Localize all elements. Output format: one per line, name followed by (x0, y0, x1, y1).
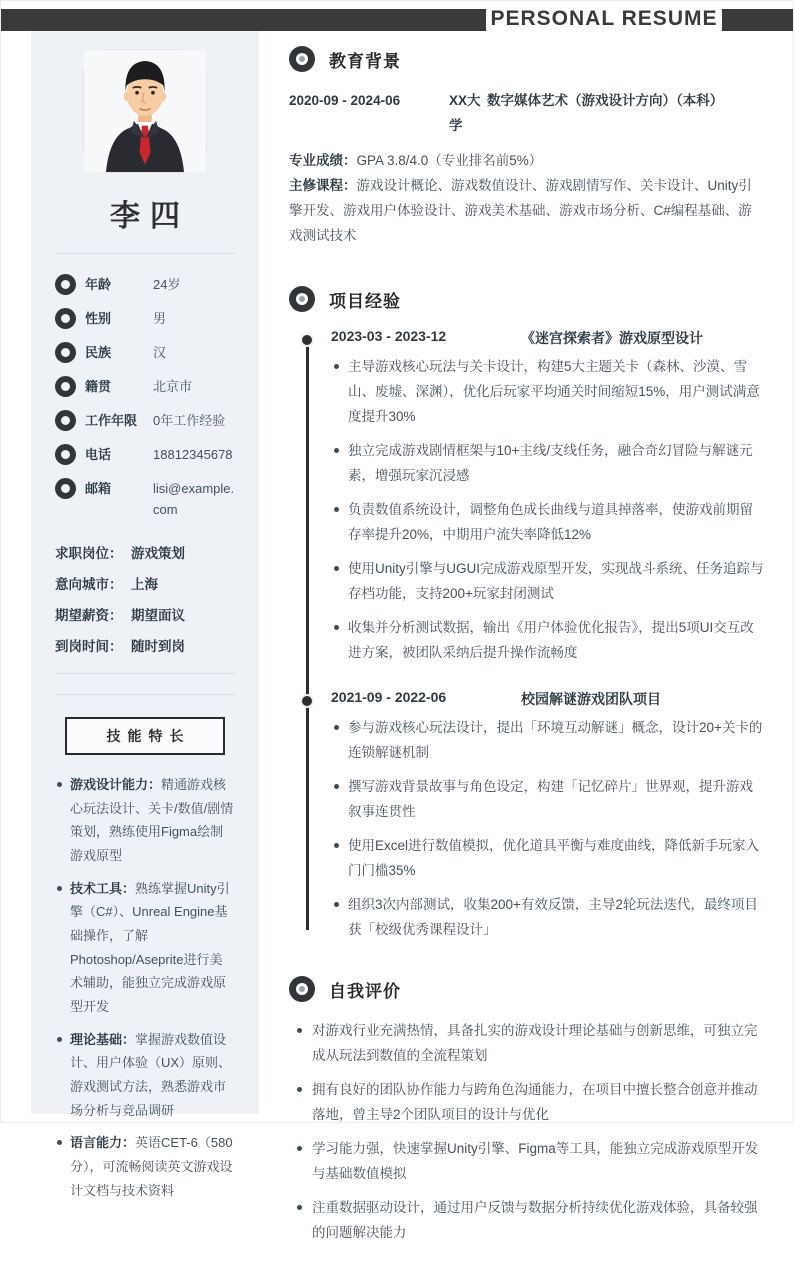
intent-value: 期望面议 (131, 608, 185, 623)
detail-text: 游戏设计概论、游戏数值设计、游戏剧情写作、关卡设计、Unity引擎开发、游戏用户体验设计、游戏美术基础、游戏市场分析、C#编程基础、游戏测试技术 (289, 178, 752, 243)
project-bullet: 使用Unity引擎与UGUI完成游戏原型开发，实现战斗系统、任务追踪与存档功能，支持200+玩家封闭测试 (331, 556, 765, 606)
info-row-age (55, 274, 235, 295)
sidebar (31, 31, 259, 1198)
education-period: 2020-09 - 2024-06 (289, 93, 401, 108)
project-name: 校园解谜游戏团队项目 (521, 691, 661, 707)
info-value: 北京市 (153, 379, 193, 394)
info-row-ethnicity (55, 342, 235, 363)
intent-value: 随时到岗 (131, 639, 185, 654)
project-bullet: 负责数值系统设计，调整角色成长曲线与道具掉落率，使游戏前期留存率提升20%，中期用户流失率降低12% (331, 497, 765, 547)
project-header (331, 328, 765, 348)
info-label: 电话 (85, 447, 112, 462)
bullet-donut-icon (55, 308, 76, 329)
intent-label: 意向城市： (55, 577, 123, 592)
project-bullet-list (331, 715, 765, 942)
divider (55, 673, 235, 674)
projects-timeline (289, 328, 765, 942)
education-courses (289, 173, 765, 248)
intent-row-availability (55, 635, 235, 655)
intent-label: 到岗时间： (55, 639, 123, 654)
project-bullet: 收集并分析测试数据，输出《用户体验优化报告》，提出5项UI交互改进方案，被团队采纳后提升操作流畅度 (331, 615, 765, 665)
section-target-icon (289, 46, 315, 72)
divider (55, 253, 235, 254)
info-value: 男 (153, 311, 167, 326)
intent-row-salary (55, 604, 235, 624)
skill-text: 英语CET-6（580分），可流畅阅读英文游戏设计文档与技术资料 (70, 1135, 233, 1198)
skill-text: 精通游戏核心玩法设计、关卡/数值/剧情策划，熟练使用Figma绘制游戏原型 (70, 777, 234, 863)
avatar (83, 49, 207, 173)
education-section (289, 46, 765, 248)
projects-section (289, 286, 765, 942)
project-bullet-list (331, 354, 765, 665)
info-label: 年龄 (85, 277, 112, 292)
project-bullet: 使用Excel进行数值模拟，优化道具平衡与难度曲线，降低新手玩家入门门槛35% (331, 833, 765, 883)
section-title: 项目经验 (329, 291, 401, 311)
timeline-dot-icon (300, 333, 314, 347)
divider (55, 694, 235, 695)
self-evaluation-header (289, 976, 765, 1002)
education-gpa (289, 148, 765, 173)
skill-label: 游戏设计能力： (70, 777, 162, 792)
page-title: PERSONAL RESUME (490, 7, 718, 30)
skill-text: 熟练掌握Unity引擎（C#）、Unreal Engine基础操作，了解Photoshop/Aseprite进行美术辅助，能独立完成游戏原型开发 (70, 880, 230, 1014)
section-title: 自我评价 (329, 981, 401, 1001)
detail-text: GPA 3.8/4.0（专业排名前5%） (356, 153, 543, 168)
skills-list (55, 773, 235, 1202)
section-title: 教育背景 (329, 51, 401, 71)
info-row-experience (55, 410, 235, 431)
project-bullet: 参与游戏核心玩法设计，提出「环境互动解谜」概念，设计20+关卡的连锁解谜机制 (331, 715, 765, 765)
self-evaluation-bullet: 注重数据驱动设计，通过用户反馈与数据分析持续优化游戏体验，具备较强的问题解决能力 (289, 1195, 765, 1245)
education-school: XX大学 (449, 93, 481, 133)
info-label: 工作年限 (85, 413, 138, 428)
info-label: 性别 (85, 311, 112, 326)
project-bullet: 组织3次内部测试，收集200+有效反馈，主导2轮玩法迭代，最终项目获「校级优秀课程设计」 (331, 892, 765, 942)
education-header (289, 46, 765, 72)
self-evaluation-bullet: 学习能力强，快速掌握Unity引擎、Figma等工具，能独立完成游戏原型开发与基础数值模拟 (289, 1136, 765, 1186)
skill-label: 理论基础： (70, 1031, 136, 1047)
candidate-name: 李四 (110, 200, 190, 233)
info-label: 邮箱 (85, 481, 112, 496)
intent-label: 求职岗位： (55, 546, 123, 561)
info-value: 24岁 (153, 277, 181, 292)
project-bullet: 撰写游戏背景故事与角色设定，构建「记忆碎片」世界观，提升游戏叙事连贯性 (331, 774, 765, 824)
info-value: 0年工作经验 (153, 413, 226, 428)
skill-item (55, 1131, 235, 1202)
skill-item (55, 773, 235, 868)
section-target-icon (289, 286, 315, 312)
bullet-donut-icon (55, 342, 76, 363)
projects-header (289, 286, 765, 312)
info-row-phone (55, 444, 235, 465)
project-bullet: 独立完成游戏剧情框架与10+主线/支线任务，融合奇幻冒险与解谜元素，增强玩家沉浸感 (331, 438, 765, 488)
project-period: 2023-03 - 2023-12 (331, 328, 447, 344)
self-evaluation-section (289, 976, 765, 1245)
project-period: 2021-09 - 2022-06 (331, 689, 447, 705)
bullet-donut-icon (55, 376, 76, 397)
self-evaluation-bullet: 拥有良好的团队协作能力与跨角色沟通能力，在项目中擅长整合创意并推动落地，曾主导2个团队项目的设计与优化 (289, 1077, 765, 1127)
skill-label: 语言能力： (70, 1135, 136, 1151)
intent-row-city (55, 573, 235, 593)
info-row-email (55, 478, 235, 520)
detail-label: 主修课程： (289, 178, 357, 193)
skill-label: 技术工具： (70, 880, 136, 896)
bullet-donut-icon (55, 410, 76, 431)
project-name: 《迷宫探索者》游戏原型设计 (521, 330, 703, 346)
education-major: 数字媒体艺术（游戏设计方向）（本科） (487, 93, 724, 108)
info-value: 18812345678 (153, 447, 233, 462)
job-intent-list (55, 542, 235, 655)
intent-row-position (55, 542, 235, 562)
bullet-donut-icon (55, 478, 76, 499)
info-row-gender (55, 308, 235, 329)
header-title-box (486, 1, 722, 37)
info-value: lisi@example.com (153, 481, 235, 517)
detail-label: 专业成绩： (289, 153, 357, 168)
intent-value: 上海 (131, 577, 158, 592)
personal-info-list (55, 274, 235, 520)
skills-section-title: 技能特长 (65, 717, 225, 755)
info-label: 籍贯 (85, 379, 112, 394)
section-target-icon (289, 976, 315, 1002)
intent-label: 期望薪资： (55, 608, 123, 623)
skill-item (55, 877, 235, 1019)
bullet-donut-icon (55, 274, 76, 295)
education-entry (289, 88, 765, 138)
skill-text: 掌握游戏数值设计、用户体验（UX）原则、游戏测试方法，熟悉游戏市场分析与竞品调研 (70, 1031, 232, 1118)
timeline-dot-icon (300, 694, 314, 708)
bullet-donut-icon (55, 444, 76, 465)
project-entry-2 (289, 689, 765, 942)
project-entry-1 (289, 328, 765, 665)
avatar-illustration (84, 50, 206, 172)
main-content (289, 46, 765, 1275)
project-bullet: 主导游戏核心玩法与关卡设计，构建5大主题关卡（森林、沙漠、雪山、废墟、深渊），优化后玩家平均通关时间缩短15%，用户测试满意度提升30% (331, 354, 765, 429)
skill-item (55, 1028, 235, 1123)
self-evaluation-list (289, 1018, 765, 1245)
info-row-hometown (55, 376, 235, 397)
info-label: 民族 (85, 345, 112, 360)
self-evaluation-bullet: 对游戏行业充满热情，具备扎实的游戏设计理论基础与创新思维，可独立完成从玩法到数值的全流程策划 (289, 1018, 765, 1068)
intent-value: 游戏策划 (131, 546, 185, 561)
project-header (331, 689, 765, 709)
info-value: 汉 (153, 345, 167, 360)
